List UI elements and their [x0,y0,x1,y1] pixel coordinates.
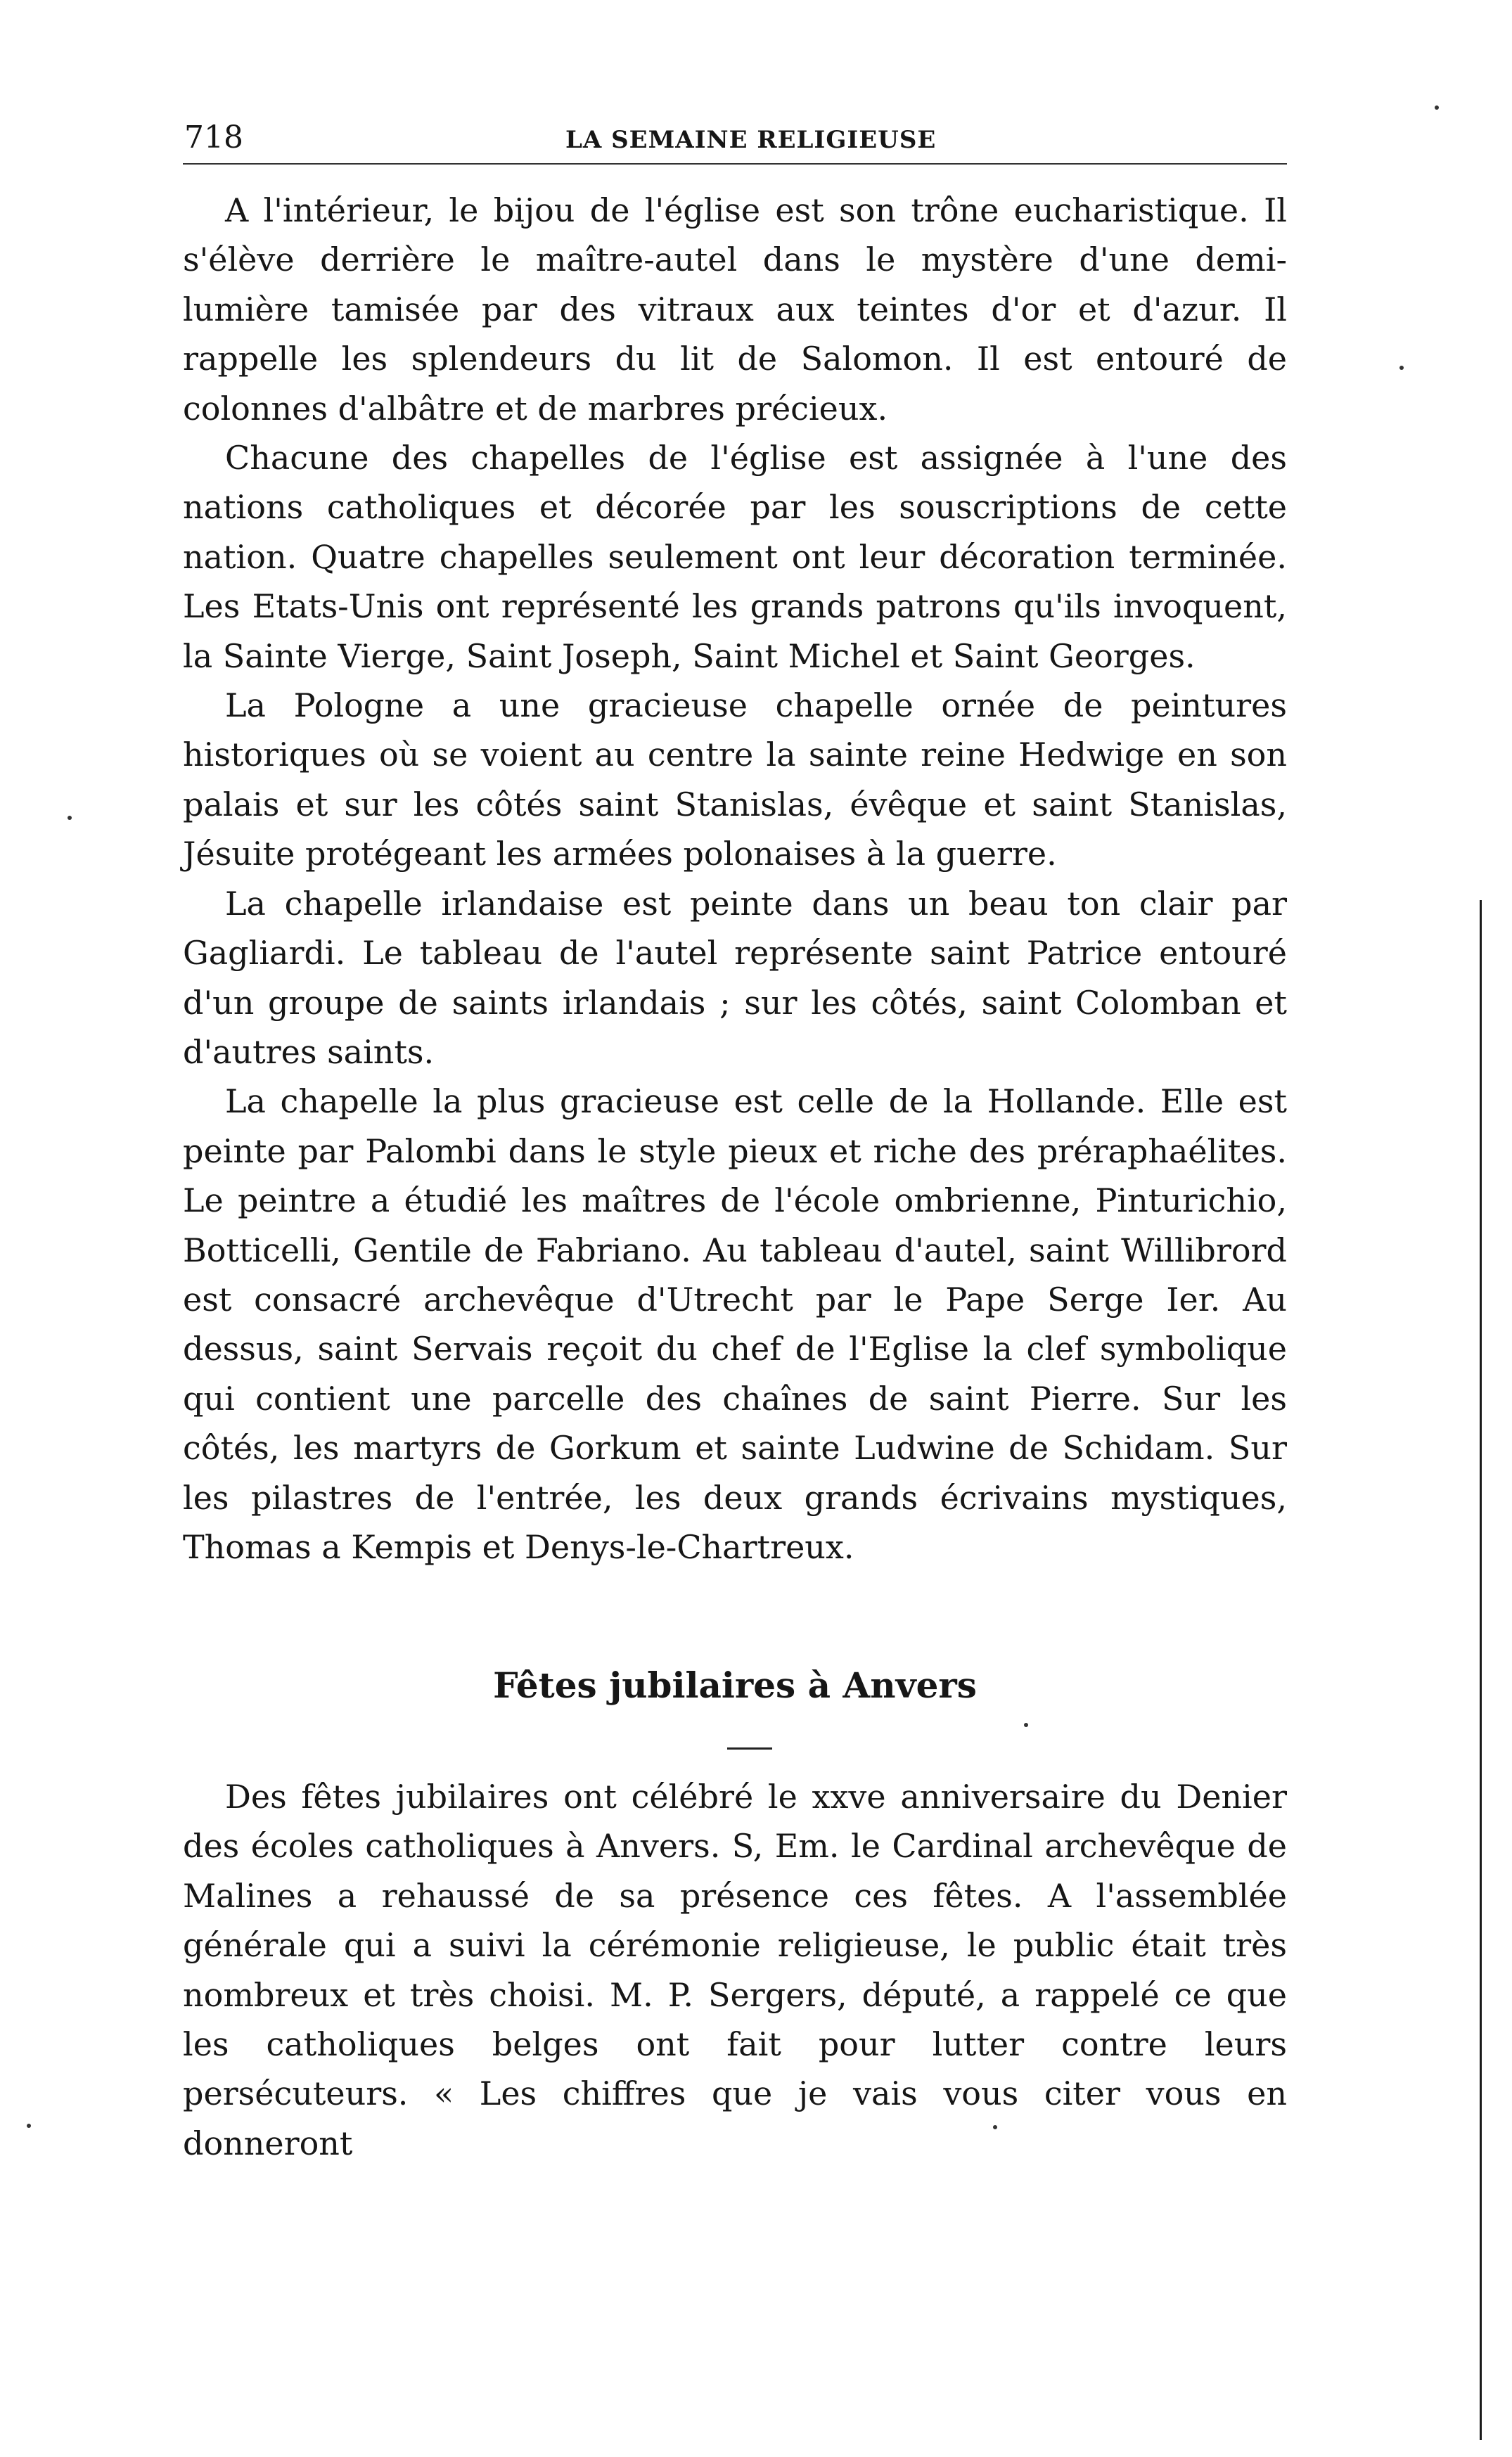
section-body [183,1772,1287,2168]
paragraph: Des fêtes jubilaires ont célébré le xxve anniversaire du Denier des écoles catholiques à Anvers. S, Em. le Cardinal archevêque de Malines a rehaussé de sa présence ces fêtes. A l'assemblée générale qui a suivi la cérémonie religieuse, le public était très nombreux et très choisi. M. P. Sergers, député, a rappelé ce que les catholiques belges ont fait pour lutter contre leurs persécuteurs. « Les chiffres que je vais vous citer vous en donneront [183,1778,1287,2162]
paragraph: La chapelle la plus gracieuse est celle de la Hollande. Elle est peinte par Palombi dans le style pieux et riche des préraphaélites. Le peintre a étudié les maîtres de l'école ombrienne, Pinturichio, Botticelli, Gentile de Fabriano. Au tableau d'autel, saint Willibrord est consacré archevêque d'Utrecht par le Pape Serge Ier. Au dessus, saint Servais reçoit du chef de l'Eglise la clef symbolique qui contient une parcelle des chaînes de saint Pierre. Sur les côtés, les martyrs de Gorkum et sainte Ludwine de Schidam. Sur les pilastres de l'entrée, les deux grands écrivains mystiques, Thomas a Kempis et Denys-le-Chartreux. [183,1082,1287,1566]
paragraph: A l'intérieur, le bijou de l'église est son trône eucharistique. Il s'élève derrière le maître-autel dans le mystère d'une demi-lumière tamisée par des vitraux aux teintes d'or et d'azur. Il rappelle les splendeurs du lit de Salomon. Il est entouré de colonnes d'albâtre et de marbres précieux. [183,191,1287,428]
page-number: 718 [184,120,243,155]
page-header [184,118,1281,160]
header-rule [183,163,1287,165]
ink-speck [993,2125,997,2129]
section-divider [727,1747,772,1750]
page-edge-shadow [1480,900,1482,2440]
ink-speck [1435,105,1439,110]
running-title: LA SEMAINE RELIGIEUSE [565,126,937,154]
section-heading: Fêtes jubilaires à Anvers [493,1664,977,1706]
paragraph: La chapelle irlandaise est peinte dans un beau ton clair par Gagliardi. Le tableau de l'autel représente saint Patrice entouré d'un groupe de saints irlandais ; sur les côtés, saint Colomban et d'autres saints. [183,884,1287,1071]
paragraph: Chacune des chapelles de l'église est assignée à l'une des nations catholiques et décorée par les souscriptions de cette nation. Quatre chapelles seulement ont leur décoration terminée. Les Etats-Unis ont représenté les grands patrons qu'ils invoquent, la Sainte Vierge, Saint Joseph, Saint Michel et Saint Georges. [183,439,1287,675]
ink-speck [1024,1723,1028,1727]
ink-speck [68,816,72,820]
ink-speck [1399,366,1404,370]
article-body [183,186,1287,1572]
ink-speck [27,2124,31,2128]
paragraph: La Pologne a une gracieuse chapelle ornée de peintures historiques où se voient au centre la sainte reine Hedwige en son palais et sur les côtés saint Stanislas, évêque et saint Stanislas, Jésuite protégeant les armées polonaises à la guerre. [183,686,1287,873]
